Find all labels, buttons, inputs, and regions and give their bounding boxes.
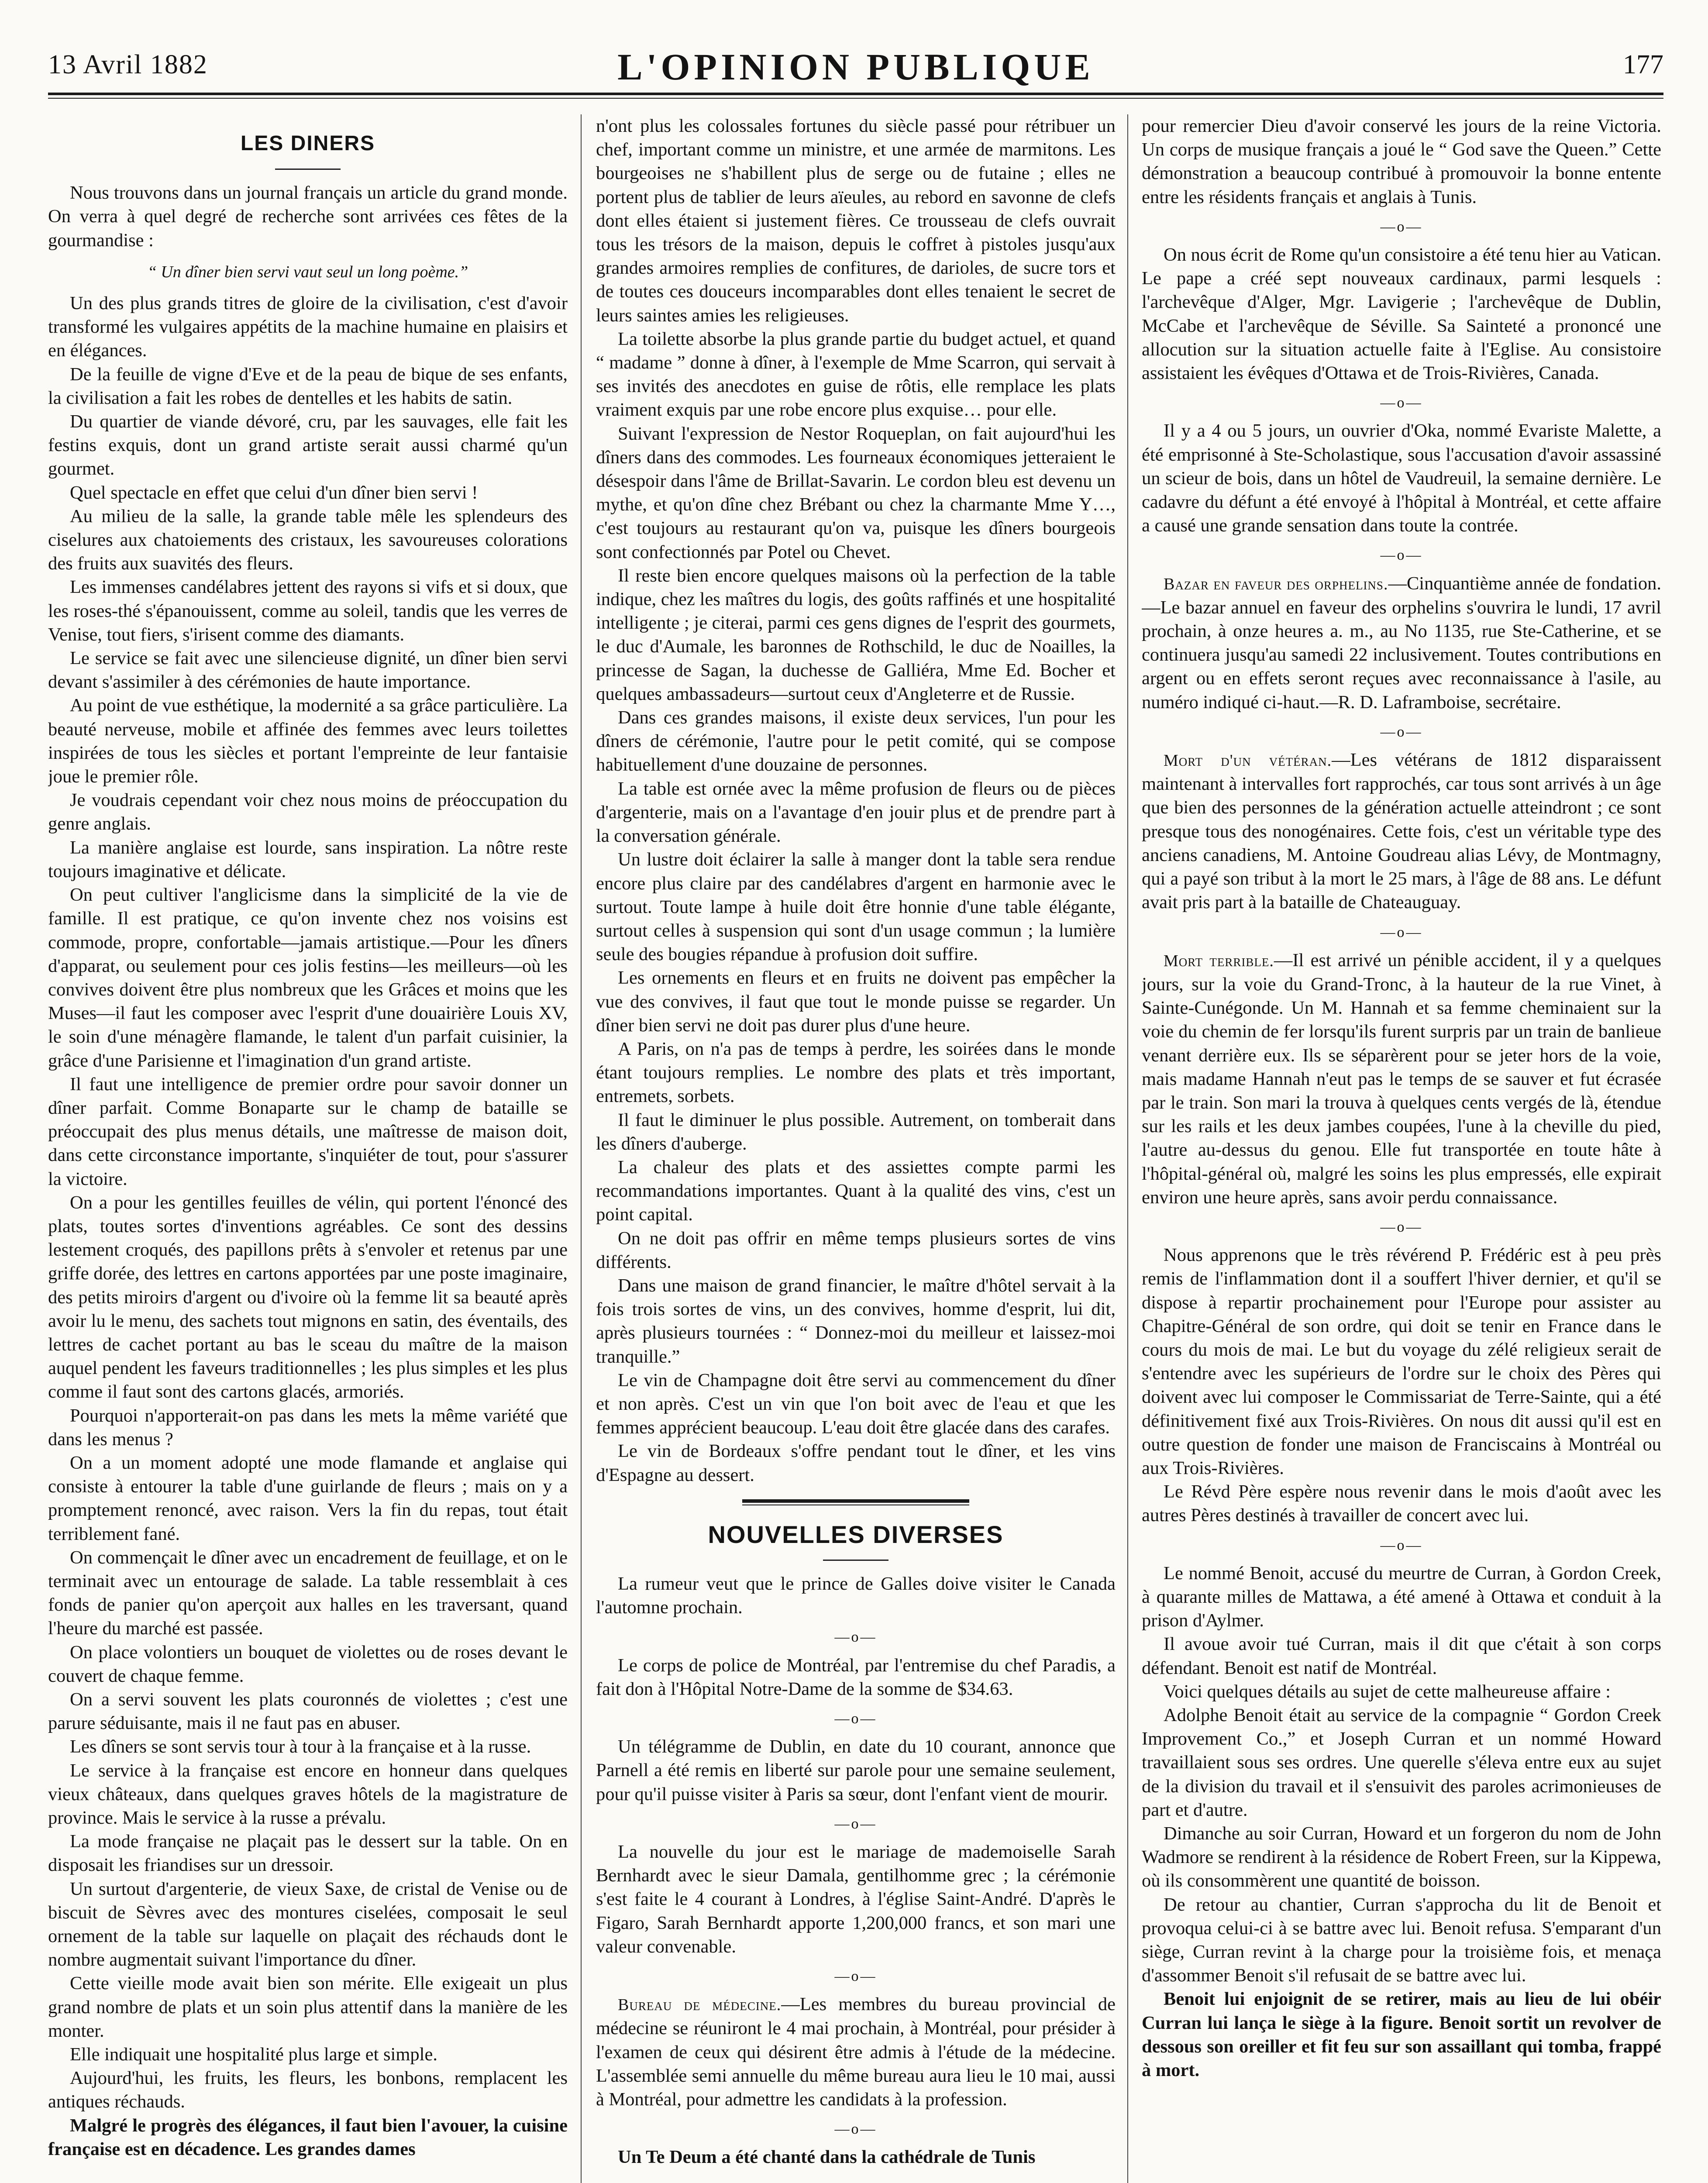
article-heading: LES DINERS	[240, 132, 375, 155]
paragraph: La mode française ne plaçait pas le dessert sur la table. On en disposait les friandises sur un dressoir.	[48, 1831, 568, 1876]
paragraph: On commençait le dîner avec un encadrement de feuillage, et on le terminait avec un entourage de salade. La table ressemblait à ces fonds de panier qu'on aperçoit aux halles en les traversant, quand l'heure du marché est passée.	[48, 1547, 568, 1639]
newspaper-title: L'OPINION PUBLIQUE	[617, 46, 1094, 88]
paragraph: On a un moment adopté une mode flamande et anglaise qui consiste à entourer la table d'une guirlande de fleurs ; mais on y a promptement renoncé, avec raison. Vers la fin du repas, tout était terriblement fané.	[48, 1452, 568, 1544]
item-separator: —o—	[834, 1629, 877, 1646]
news-item: Le corps de police de Montréal, par l'entremise du chef Paradis, a fait don à l'Hôpital Notre-Dame de la somme de $34.63.	[596, 1655, 1116, 1699]
epigraph: “ Un dîner bien servi vaut seul un long poème.”	[147, 262, 468, 281]
paragraph: Le vin de Champagne doit être servi au commencement du dîner et non après. C'est un vin que l'on boit avec de l'eau et que les femmes apprécient beaucoup. L'eau doit être glacée dans des carafes.	[596, 1370, 1116, 1438]
paragraph: Voici quelques détails au sujet de cette malheureuse affaire :	[1164, 1681, 1611, 1702]
news-item: La rumeur veut que le prince de Galles doive visiter le Canada l'automne prochain.	[596, 1573, 1116, 1618]
header-rule	[48, 93, 1663, 95]
item-separator: —o—	[1380, 1537, 1423, 1553]
item-rubric: Bazar en faveur des orphelins.	[1164, 575, 1388, 593]
news-item: pour remercier Dieu d'avoir conservé les jours de la reine Victoria. Un corps de musique français a joué le “ God save the Queen.” Cette démonstration a beaucoup contribué à promouvoir la bonne entente entre les résidents français et anglais à Tunis.	[1142, 116, 1661, 207]
issue-date: 13 Avril 1882	[48, 50, 208, 79]
paragraph: A Paris, on n'a pas de temps à perdre, les soirées dans le monde étant toujours remplies. Le nombre des plats et très important, entremets, sorbets.	[596, 1038, 1116, 1107]
news-item: Un Te Deum a été chanté dans la cathédrale de Tunis	[618, 2147, 1036, 2168]
paragraph: Du quartier de viande dévoré, cru, par les sauvages, elle fait les festins exquis, dont un grand artiste serait aussi charmé qu'un gourmet.	[48, 411, 568, 479]
column-divider	[1127, 114, 1128, 2183]
news-item: Le Révd Père espère nous revenir dans le mois d'août avec les autres Pères destinés à travailler de concert avec lui.	[1142, 1481, 1661, 1526]
paragraph: On ne doit pas offrir en même temps plusieurs sortes de vins différents.	[596, 1228, 1116, 1272]
news-item	[1142, 748, 1661, 914]
paragraph: La table est ornée avec la même profusion de fleurs ou de pièces d'argenterie, mais on a l'avantage d'en jouir plus et de prendre part à la conversation générale.	[596, 778, 1116, 847]
item-text: —Cinquantième année de fondation.—Le bazar annuel en faveur des orphelins s'ouvrira le lundi, 17 avril prochain, à onze heures a. m., au No 1135, rue Ste-Catherine, et se continuera jusqu'au samedi 22 inclusivement. Toutes contributions en argent ou en effets seront reçues avec reconnaissance à l'asile, au numéro indiqué ci-haut.—R. D. Laframboise, secrétaire.	[1142, 573, 1661, 713]
news-item	[1142, 949, 1661, 1209]
paragraph: Dans ces grandes maisons, il existe deux services, l'un pour les dîners de cérémonie, l'autre pour le petit comité, qui se compose habituellement d'une douzaine de personnes.	[596, 707, 1116, 775]
item-separator: —o—	[1380, 547, 1423, 564]
page-header	[48, 41, 1663, 90]
paragraph: Il avoue avoir tué Curran, mais il dit que c'était à son corps défendant. Benoit est natif de Montréal.	[1142, 1634, 1661, 1678]
paragraph: La toilette absorbe la plus grande partie du budget actuel, et quand “ madame ” donne à dîner, à l'exemple de Mme Scarron, qui servait à ses invités des anecdotes en guise de rôtis, elle remplace les plats vraiment exquis par une robe encore plus exquise… pour elle.	[596, 328, 1116, 420]
section-rule	[742, 1499, 969, 1503]
heading-rule	[823, 1560, 888, 1561]
paragraph: Au milieu de la salle, la grande table mêle les splendeurs des ciselures aux chatoiements des cristaux, les savoureuses colorations des fruits aux suavités des fleurs.	[48, 506, 568, 574]
paragraph: Adolphe Benoit était au service de la compagnie “ Gordon Creek Improvement Co.,” et Joseph Curran et un nommé Howard travaillaient sous ses ordres. Une querelle s'éleva entre eux au sujet de la division du travail et il s'ensuivit des paroles acrimonieuses de part et d'autre.	[1142, 1705, 1661, 1820]
item-separator: —o—	[834, 1815, 877, 1832]
item-text: —Il est arrivé un pénible accident, il y a quelques jours, sur la voie du Grand-Tronc, à la hauteur de la rue Vinet, à Sainte-Cunégonde. Un M. Hannah et sa femme cheminaient sur la voie du chemin de fer lorsqu'ils furent surpris par un train de banlieue venant derrière eux. Ils se séparèrent pour se jeter hors de la voie, mais madame Hannah n'eut pas le temps de se sauver et fut écrasée par le train. Son mari la trouva à quelques cents vergés de là, étendue sur les rails et les deux jambes coupées, l'une à la cheville du pied, l'autre au-dessus du genou. Elle fut transportée en toute hâte à l'hôpital-général où, malgré les soins les plus empressés, elle expirait environ une heure après, sans avoir perdu connaissance.	[1142, 950, 1661, 1208]
section-heading: NOUVELLES DIVERSES	[708, 1520, 1004, 1548]
paragraph: Le service à la française est encore en honneur dans quelques vieux châteaux, dans quelques graves hôtels de la magistrature de province. Mais le service à la russe a prévalu.	[48, 1760, 568, 1828]
item-separator: —o—	[1380, 723, 1423, 740]
paragraph: La chaleur des plats et des assiettes compte parmi les recommandations importantes. Quant à la qualité des vins, c'est un point capital.	[596, 1157, 1116, 1225]
news-item	[1142, 572, 1661, 714]
paragraph: Un lustre doit éclairer la salle à manger dont la table sera rendue encore plus claire par des candélabres d'argent en harmonie avec le surtout. Toute lampe à huile doit être honnie d'une table élégante, surtout celles à suspension qui sont d'un usage commun ; la lumière seule des bougies répandue à profusion doit suffire.	[596, 849, 1116, 965]
news-item: Un télégramme de Dublin, en date du 10 courant, annonce que Parnell a été remis en liberté sur parole pour une semaine seulement, pour qu'il puisse visiter à Paris sa sœur, dont l'enfant vient de mourir.	[596, 1736, 1116, 1804]
item-separator: —o—	[1380, 218, 1423, 235]
paragraph: Cette vieille mode avait bien son mérite. Elle exigeait un plus grand nombre de plats et un soin plus attentif dans la manière de les monter.	[48, 1973, 568, 2041]
paragraph: n'ont plus les colossales fortunes du siècle passé pour rétribuer un chef, important comme un ministre, et une armée de marmitons. Les bourgeoises ne s'habillent plus de serge ou de futaine ; elles ne portent plus de tablier de leurs aïeules, au rebord en savonne de clefs dont elles étaient si justement fières. Ce trousseau de clefs ouvrait tous les trésors de la maison, depuis le coffret à pistoles jusqu'aux grandes armoires remplies de confitures, de darioles, de sucre tors et de toutes ces douceurs incomparables dont elles tenaient le secret de leurs saintes amies les religieuses.	[596, 116, 1116, 326]
header-rule-thin	[48, 98, 1663, 99]
news-item: Il y a 4 ou 5 jours, un ouvrier d'Oka, nommé Evariste Malette, a été emprisonné à Ste-Scholastique, sous l'accusation d'avoir assassiné un scieur de bois, dans un hôtel de Vaudreuil, la semaine dernière. Le cadavre du défunt a été envoyé à l'hôpital à Montréal, et cette affaire a causé une grande sensation dans toute la contrée.	[1142, 420, 1661, 536]
paragraph: On place volontiers un bouquet de violettes ou de roses devant le couvert de chaque femme.	[48, 1642, 568, 1686]
paragraph: Malgré le progrès des élégances, il faut bien l'avouer, la cuisine française est en décadence. Les grandes dames	[48, 2115, 568, 2159]
paragraph: Elle indiquait une hospitalité plus large et simple.	[70, 2044, 437, 2065]
page-number: 177	[1623, 50, 1663, 79]
paragraph: Aujourd'hui, les fruits, les fleurs, les bonbons, remplacent les antiques réchauds.	[48, 2068, 568, 2112]
item-text: —Les membres du bureau provincial de médecine se réuniront le 4 mai prochain, à Montréal, pour présider à l'examen de ceux qui désirent être admis à l'étude de la médecine. L'assemblée semi annuelle du même bureau aura lieu le 10 mai, aussi à Montréal, pour admettre les candidats à la profession.	[596, 1994, 1116, 2110]
paragraph: Benoit lui enjoignit de se retirer, mais au lieu de lui obéir Curran lui lança le siège à la figure. Benoit sortit un revolver de dessous son oreiller et fit feu sur son assaillant qui tomba, frappé à mort.	[1142, 1989, 1661, 2081]
column-divider	[581, 114, 582, 2183]
paragraph: Il faut le diminuer le plus possible. Autrement, on tomberait dans les dîners d'auberge.	[596, 1109, 1116, 1154]
news-item: La nouvelle du jour est le mariage de mademoiselle Sarah Bernhardt avec le sieur Damala, gentilhomme grec ; la cérémonie s'est faite le 4 courant à Londres, à l'église Saint-André. D'après le Figaro, Sarah Bernhardt apporte 1,200,000 francs, et son mari une valeur convenable.	[596, 1842, 1116, 1957]
heading-rule	[275, 169, 341, 170]
paragraph: Pourquoi n'apporterait-on pas dans les mets la même variété que dans les menus ?	[48, 1405, 568, 1450]
paragraph: Nous trouvons dans un journal français un article du grand monde. On verra à quel degré de recherche sont arrivées ces fêtes de la gourmandise :	[48, 182, 568, 251]
item-rubric: Mort d'un vétéran.	[1164, 751, 1332, 770]
item-rubric: Mort terrible.	[1164, 951, 1274, 970]
item-separator: —o—	[834, 1968, 877, 1985]
paragraph: Dans une maison de grand financier, le maître d'hôtel servait à la fois trois sortes de vins, un des convives, homme d'esprit, lui dit, après plusieurs tournées : “ Donnez-moi du meilleur et laissez-moi tranquille.”	[596, 1275, 1116, 1367]
paragraph: De la feuille de vigne d'Eve et de la peau de bique de ses enfants, la civilisation a fait les robes de dentelles et les habits de satin.	[48, 364, 568, 408]
paragraph: Les dîners se sont servis tour à tour à la française et à la russe.	[70, 1736, 531, 1757]
paragraph: Je voudrais cependant voir chez nous moins de préoccupation du genre anglais.	[48, 790, 568, 834]
paragraph: Le service se fait avec une silencieuse dignité, un dîner bien servi devant s'assimiler à des cérémonies de haute importance.	[48, 648, 568, 692]
paragraph: Quel spectacle en effet que celui d'un dîner bien servi !	[70, 482, 478, 503]
item-text: —Les vétérans de 1812 disparaissent maintenant à intervalles fort rapprochés, car tous sont arrivés à un âge que bien des personnes de la génération actuelle atteindront ; ce sont presque tous des nonogénaires. Cette fois, c'est un véritable type des anciens canadiens, M. Antoine Goudreau alias Lévy, de Montmagny, qui a payé son tribut à la mort le 25 mars, à l'âge de 88 ans. Le défunt avait pris part à la bataille de Chateauguay.	[1142, 750, 1661, 913]
item-separator: —o—	[834, 1711, 877, 1727]
paragraph: Il faut une intelligence de premier ordre pour savoir donner un dîner parfait. Comme Bonaparte sur le champ de bataille se préoccupait des plus menus détails, une maîtresse de maison doit, dans cette circonstance importante, s'inquiéter de tout, pour s'assurer la victoire.	[48, 1074, 568, 1189]
paragraph: Un des plus grands titres de gloire de la civilisation, c'est d'avoir transformé les vulgaires appétits de la machine humaine en plaisirs et en élégances.	[48, 293, 568, 361]
paragraph: On peut cultiver l'anglicisme dans la simplicité de la vie de famille. Il est pratique, ce qu'on invente chez nos voisins est commode, propre, confortable—jamais artistique.—Pour les dîners d'apparat, ou seulement pour ces jolis festins—les meilleurs—où les convives doivent être plus nombreux que les Grâces et moins que les Muses—il faut les composer avec l'esprit d'une douairière Louis XV, le soin d'une ménagère flamande, le talent d'un parfait cuisinier, la grâce d'une Parisienne et l'imagination d'un grand artiste.	[48, 885, 568, 1071]
paragraph: Dimanche au soir Curran, Howard et un forgeron du nom de John Wadmore se rendirent à la résidence de Robert Freen, sur la Kippewa, où ils consommèrent une quantité de boisson.	[1142, 1823, 1661, 1891]
paragraph: Le vin de Bordeaux s'offre pendant tout le dîner, et les vins d'Espagne au dessert.	[596, 1441, 1116, 1485]
news-item: Le nommé Benoit, accusé du meurtre de Curran, à Gordon Creek, à quarante milles de Mattawa, a été amené à Ottawa et conduit à la prison d'Aylmer.	[1142, 1563, 1661, 1631]
item-separator: —o—	[1380, 395, 1423, 411]
item-separator: —o—	[1380, 924, 1423, 940]
paragraph: On a pour les gentilles feuilles de vélin, qui portent l'énoncé des plats, toutes sortes d'inventions agréables. Ce sont des dessins lestement croqués, des papillons prêts à s'envoler et retenus par une griffe dorée, des lettres en cartons apportées par une poste imaginaire, des petits miroirs d'argent ou d'ivoire où la femme lit sa beauté après avoir lu le menu, des sachets tout mignons en satin, des éventails, des lettres de cachet portant au bas le sceau du maître de la maison auquel pendent les faveurs traditionnelles ; les plus simples et les plus comme il faut sont des cartons glacés, armoriés.	[48, 1192, 568, 1402]
news-item: Nous apprenons que le très révérend P. Frédéric est à peu près remis de l'inflammation dont il a souffert l'hiver dernier, et qu'il se dispose à repartir prochainement pour l'Europe pour assister au Chapitre-Général de son ordre, qui doit se tenir en France dans le cours du mois de mai. Le but du voyage du zélé religieux serait de s'entendre avec les supérieurs de l'ordre sur le choix des Pères qui doivent avec lui composer le Commissariat de Terre-Sainte, qui a été définitivement fixé aux Trois-Rivières. On nous dit aussi qu'il est en outre question de fonder une maison de Franciscains à Montréal ou aux Trois-Rivières.	[1142, 1245, 1661, 1478]
news-item: On nous écrit de Rome qu'un consistoire a été tenu hier au Vatican. Le pape a créé sept nouveaux cardinaux, parmi lesquels : l'archevêque d'Alger, Mgr. Lavigerie ; l'archevêque de Dublin, McCabe et l'archevêque de Séville. Sa Sainteté a prononcé une allocution sur la situation actuelle faite à l'Eglise. Au consistoire assistaient les évêques d'Ottawa et de Trois-Rivières, Canada.	[1142, 244, 1661, 384]
paragraph: Il reste bien encore quelques maisons où la perfection de la table indique, chez les maîtres du logis, des goûts raffinés et une hospitalité intelligente ; je citerai, parmi ces gens dignes de l'esprit des gourmets, le duc d'Aumale, les baronnes de Rothschild, le duc de Noailles, la princesse de Sagan, la duchesse de Galliéra, Mme Ed. Bocher et quelques ambassadeurs—surtout ceux d'Angleterre et de Russie.	[596, 565, 1116, 704]
paragraph: Les immenses candélabres jettent des rayons si vifs et si doux, que les roses-thé s'épanouissent, comme au soleil, tandis que les verres de Venise, tout fiers, s'irisent comme des diamants.	[48, 577, 568, 645]
paragraph: Suivant l'expression de Nestor Roqueplan, on fait aujourd'hui les dîners dans des commodes. Les fourneaux économiques jetteraient le désespoir dans l'âme de Brillat-Savarin. Le cordon bleu est devenu un mythe, et qu'on dîne chez Brébant ou chez la charmante Mme Y…, c'est toujours au restaurant qu'on va, puisque les dîners bourgeois sont confectionnés par Potel ou Chevet.	[596, 423, 1116, 562]
paragraph: La manière anglaise est lourde, sans inspiration. La nôtre reste toujours imaginative et délicate.	[48, 837, 568, 881]
item-rubric: Bureau de médecine.	[618, 1996, 782, 2014]
column-1	[48, 114, 568, 2183]
paragraph: De retour au chantier, Curran s'approcha du lit de Benoit et provoqua celui-ci à se battre avec lui. Benoit refusa. S'emparant d'un siège, Curran revint à la charge pour la troisième fois, et menaça d'assommer Benoit s'il refusait de se battre avec lui.	[1142, 1894, 1661, 1986]
news-item	[596, 1993, 1116, 2111]
paragraph: On a servi souvent les plats couronnés de violettes ; c'est une parure séduisante, mais il ne faut pas en abuser.	[48, 1689, 568, 1734]
item-separator: —o—	[1380, 1219, 1423, 1235]
column-2	[596, 114, 1116, 2183]
paragraph: Au point de vue esthétique, la modernité a sa grâce particulière. La beauté nerveuse, mobile et affinée des femmes avec leurs toilettes inspirées de tous les siècles et portant l'empreinte de leur fantaisie joue le premier rôle.	[48, 695, 568, 787]
paragraph: Les ornements en fleurs et en fruits ne doivent pas empêcher la vue des convives, il faut que tout le monde puisse se regarder. Un dîner bien servi ne doit pas durer plus d'une heure.	[596, 968, 1116, 1036]
column-3	[1142, 114, 1661, 2183]
item-separator: —o—	[834, 2121, 877, 2138]
paragraph: Un surtout d'argenterie, de vieux Saxe, de cristal de Venise ou de biscuit de Sèvres avec des montures ciselées, composait le seul ornement de la table sur laquelle on plaçait des réchauds dont le nombre augmentait suivant l'importance du dîner.	[48, 1878, 568, 1970]
